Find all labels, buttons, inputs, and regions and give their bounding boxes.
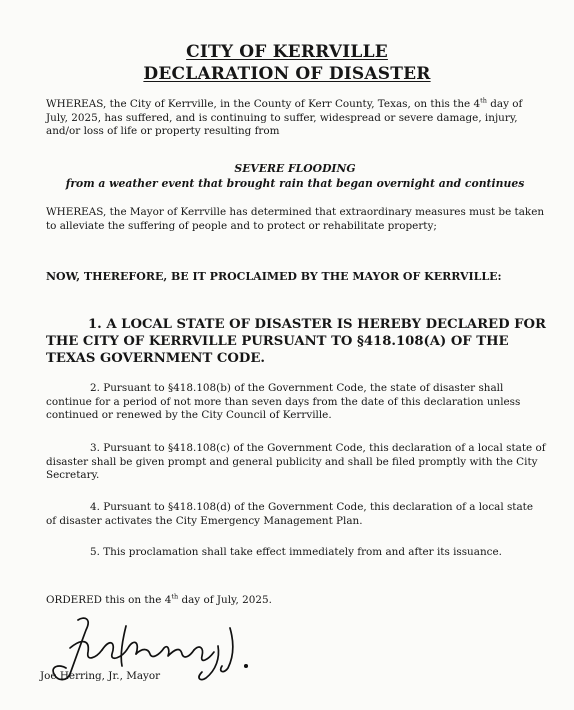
- declaration-item-1: 1. A LOCAL STATE OF DISASTER IS HEREBY DECLARED FOR THE CITY OF KERRVILLE PURSUANT TO §418.108(A) OF THE TEXAS GOVERNMENT CODE.: [46, 317, 546, 366]
- declaration-item-5: 5. This proclamation shall take effect immediately from and after its issuance.: [90, 546, 502, 558]
- whereas-paragraph-1: WHEREAS, the City of Kerrville, in the County of Kerr County, Texas, on this the 4th day of July, 2025, has suffered, and is continuing to suffer, widespread or severe damage, injury, and/or loss of life or property resulting from: [46, 96, 523, 138]
- proclamation-heading: NOW, THEREFORE, BE IT PROCLAIMED BY THE MAYOR OF KERRVILLE:: [46, 270, 502, 283]
- document-title-declaration: DECLARATION OF DISASTER: [143, 64, 431, 84]
- ordered-date-line: ORDERED this on the 4th day of July, 2025.: [46, 592, 272, 606]
- whereas-paragraph-2: WHEREAS, the Mayor of Kerrville has determined that extraordinary measures must be taken to alleviate the suffering of people and to protect or rehabilitate property;: [46, 206, 545, 232]
- declaration-item-4: 4. Pursuant to §418.108(d) of the Government Code, this declaration of a local state of disaster activates the City Emergency Management Plan.: [46, 501, 533, 527]
- event-title: SEVERE FLOODING: [234, 162, 356, 175]
- declaration-item-2: 2. Pursuant to §418.108(b) of the Government Code, the state of disaster shall continue for a period of not more than seven days from the date of this declaration unless continued or renewed by the City Council of Kerrville.: [46, 382, 521, 422]
- event-description: from a weather event that brought rain that began overnight and continues: [65, 177, 525, 190]
- declaration-item-3: 3. Pursuant to §418.108(c) of the Government Code, this declaration of a local state of disaster shall be given prompt and general publicity and shall be filed promptly with the City Secretary.: [46, 442, 546, 482]
- document-title-city: CITY OF KERRVILLE: [186, 42, 388, 62]
- signatory-name: Joe Herring, Jr., Mayor: [40, 670, 161, 682]
